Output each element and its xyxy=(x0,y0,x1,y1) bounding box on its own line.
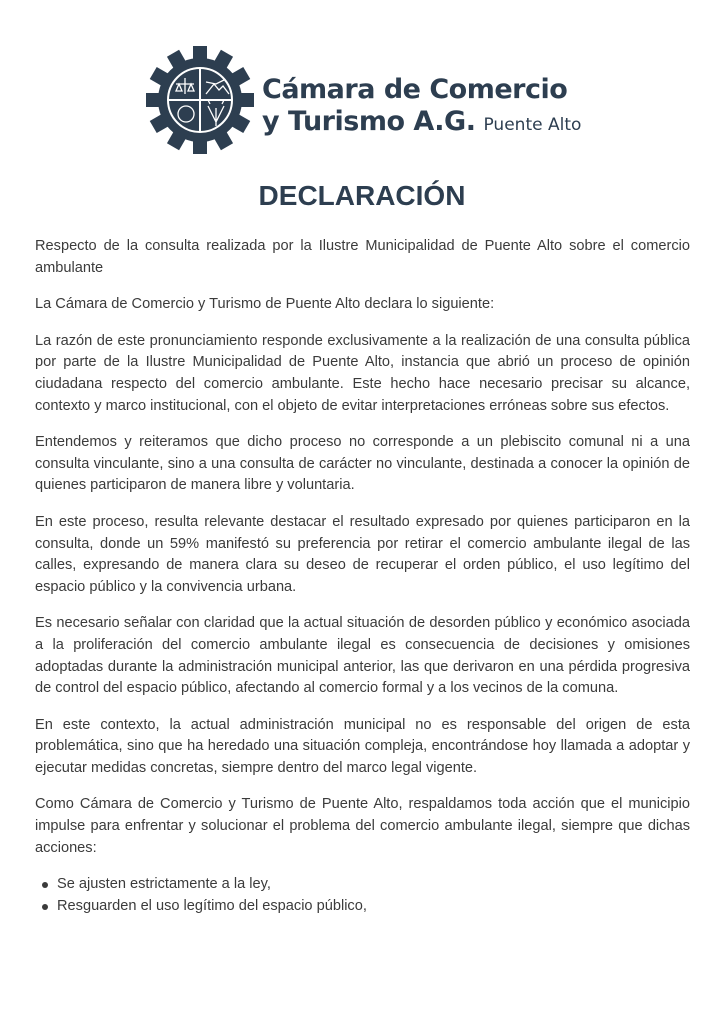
paragraph: La razón de este pronunciamiento responde exclusivamente a la realización de una consulta pública por parte de la Ilustre Municipalidad de Puente Alto, instancia que abrió un proceso de opinión ciudadana respecto del comercio ambulante. Este hecho hace necesario precisar su alcance, contexto y marco institucional, con el objeto de evitar interpretaciones erróneas sobre sus efectos. xyxy=(35,332,690,414)
paragraph: Como Cámara de Comercio y Turismo de Puente Alto, respaldamos toda acción que el municipio impulse para enfrentar y solucionar el problema del comercio ambulante ilegal, siempre que dichas acciones: xyxy=(35,796,690,856)
paragraph: Respecto de la consulta realizada por la Ilustre Municipalidad de Puente Alto sobre el comercio ambulante xyxy=(35,238,690,276)
paragraph: En este proceso, resulta relevante destacar el resultado expresado por quienes participaron en la consulta, donde un 59% manifestó su preferencia por retirar el comercio ambulante ilegal de las calles, expresando de manera clara su deseo de recuperar el orden público, el uso legítimo del espacio público y la convivencia urbana. xyxy=(35,513,690,595)
document-title: DECLARACIÓN xyxy=(258,180,466,211)
paragraph: La Cámara de Comercio y Turismo de Puente Alto declara lo siguiente: xyxy=(35,296,495,313)
list-item: Resguarden el uso legítimo del espacio público, xyxy=(35,896,690,918)
paragraph: En este contexto, la actual administración municipal no es responsable del origen de esta problemática, sino que ha heredado una situación compleja, encontrándose hoy llamada a adoptar y ejecutar medidas concretas, siempre dentro del marco legal vigente. xyxy=(35,716,690,776)
document-body xyxy=(35,236,690,917)
organization-logo xyxy=(146,44,586,156)
logo-line-1: Cámara de Comercio xyxy=(262,74,568,105)
logo-line-2 xyxy=(262,106,581,137)
gear-emblem-icon xyxy=(146,46,254,154)
paragraph: Es necesario señalar con claridad que la actual situación de desorden público y económico asociada a la proliferación del comercio ambulante ilegal es consecuencia de decisiones y omisiones adoptadas durante la administración municipal anterior, las que derivaron en una pérdida progresiva de control del espacio público, afectando al comercio formal y a los vecinos de la comuna. xyxy=(35,615,690,697)
paragraph: Entendemos y reiteramos que dicho proceso no corresponde a un plebiscito comunal ni a una consulta vinculante, sino a una consulta de carácter no vinculante, destinada a conocer la opinión de quienes participaron de manera libre y voluntaria. xyxy=(35,434,690,494)
logo-line-2-text: y Turismo A.G. xyxy=(262,106,476,137)
bullet-list xyxy=(35,874,690,917)
logo-location: Puente Alto xyxy=(483,115,582,135)
list-item: Se ajusten estrictamente a la ley, xyxy=(35,874,690,896)
